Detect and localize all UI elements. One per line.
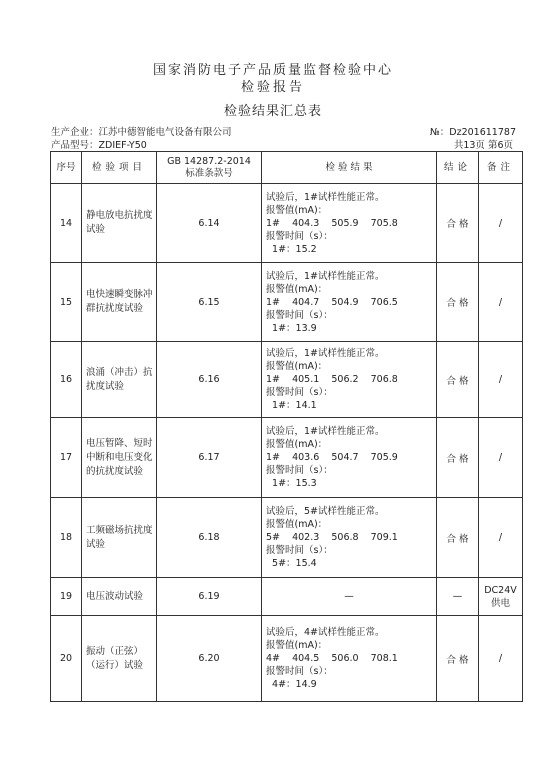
test-item: 振动（正弦）（运行）试验 xyxy=(82,616,157,702)
result-line: 报警时间（s）： xyxy=(266,465,333,476)
result-line: 报警值(mA)： xyxy=(266,204,328,216)
result-line: 报警时间（s）： xyxy=(266,230,333,242)
note-line: / xyxy=(498,452,503,463)
result-line: 试验后，1#试样性能正常。 xyxy=(266,270,385,282)
result-line: 1#：15.3 xyxy=(266,478,317,489)
test-item: 工频磁场抗扰度试验 xyxy=(82,498,157,578)
page-indicator: 共13页 第6页 xyxy=(453,140,513,151)
result-line: 4# 404.5 506.0 708.1 xyxy=(266,653,398,664)
report-number: №：Dz201611787 xyxy=(429,127,516,138)
result-line: 1# 405.1 506.2 706.8 xyxy=(266,374,398,385)
conclusion: 合 格 xyxy=(437,342,479,418)
header-clause-line2: 标准条款号 xyxy=(185,167,233,179)
result-line: 1# 404.7 504.9 706.5 xyxy=(266,296,398,308)
table-row xyxy=(51,184,523,263)
standard-clause: 6.20 xyxy=(157,616,262,702)
note-line: DC24V xyxy=(484,584,517,596)
test-result xyxy=(262,616,437,702)
result-line: 报警值(mA)： xyxy=(266,640,328,651)
test-result xyxy=(262,184,437,263)
row-number: 20 xyxy=(51,616,82,702)
table-row xyxy=(51,616,523,702)
result-line: 5# 402.3 506.8 709.1 xyxy=(266,532,398,543)
test-result xyxy=(262,578,437,616)
row-number: 18 xyxy=(51,498,82,578)
table-row xyxy=(51,578,523,616)
note xyxy=(479,342,523,418)
table-header-row xyxy=(51,152,523,184)
header-note: 备注 xyxy=(479,152,523,184)
test-item: 电压暂降、短时中断和电压变化的抗扰度试验 xyxy=(82,418,157,498)
test-result xyxy=(262,418,437,498)
result-line: 1#：14.1 xyxy=(266,400,317,411)
result-line: 5#：15.4 xyxy=(266,558,317,569)
test-item: 浪涌（冲击）抗扰度试验 xyxy=(82,342,157,418)
result-line: 1#：13.9 xyxy=(266,322,317,334)
note xyxy=(479,418,523,498)
note-line: / xyxy=(498,653,503,664)
result-line: — xyxy=(344,591,354,602)
header-clause xyxy=(157,152,262,184)
note-line: / xyxy=(498,532,503,543)
result-line: 试验后，4#试样性能正常。 xyxy=(266,627,385,638)
result-line: 报警值(mA)： xyxy=(266,439,328,450)
result-line: 1# 404.3 505.9 705.8 xyxy=(266,217,398,229)
note xyxy=(479,498,523,578)
result-line: 报警时间（s）： xyxy=(266,309,333,321)
note xyxy=(479,263,523,342)
row-number: 16 xyxy=(51,342,82,418)
table-row xyxy=(51,498,523,578)
result-line: 试验后，1#试样性能正常。 xyxy=(266,191,385,203)
note xyxy=(479,184,523,263)
row-number: 15 xyxy=(51,263,82,342)
header-result: 检 验 结 果 xyxy=(262,152,437,184)
table-row xyxy=(51,418,523,498)
table-row xyxy=(51,342,523,418)
institution-title: 国家消防电子产品质量监督检验中心 xyxy=(152,63,393,78)
result-line: 报警时间（s）： xyxy=(266,666,333,677)
header-item: 检验项目 xyxy=(82,152,157,184)
result-line: 报警时间（s）： xyxy=(266,545,333,556)
standard-clause: 6.14 xyxy=(157,184,262,263)
test-item: 电压波动试验 xyxy=(82,578,157,616)
standard-clause: 6.15 xyxy=(157,263,262,342)
test-item: 静电放电抗扰度试验 xyxy=(82,184,157,263)
conclusion: 合 格 xyxy=(437,616,479,702)
result-line: 试验后，1#试样性能正常。 xyxy=(266,348,385,359)
result-line: 报警时间（s）： xyxy=(266,387,333,398)
results-table xyxy=(50,151,523,702)
row-number: 14 xyxy=(51,184,82,263)
header-no: 序号 xyxy=(51,152,82,184)
test-result xyxy=(262,498,437,578)
conclusion: — xyxy=(437,578,479,616)
result-line: 报警值(mA)： xyxy=(266,361,328,372)
header-clause-line1: GB 14287.2-2014 xyxy=(167,155,251,167)
result-line: 报警值(mA)： xyxy=(266,519,328,530)
table-body xyxy=(51,184,523,702)
row-number: 17 xyxy=(51,418,82,498)
row-number: 19 xyxy=(51,578,82,616)
model-label: 产品型号：ZDIEF-Y50 xyxy=(51,140,147,151)
test-item: 电快速瞬变脉冲群抗扰度试验 xyxy=(82,263,157,342)
standard-clause: 6.16 xyxy=(157,342,262,418)
note xyxy=(479,616,523,702)
conclusion: 合 格 xyxy=(437,263,479,342)
conclusion: 合 格 xyxy=(437,184,479,263)
result-line: 1# 403.6 504.7 705.9 xyxy=(266,452,398,463)
standard-clause: 6.17 xyxy=(157,418,262,498)
standard-clause: 6.18 xyxy=(157,498,262,578)
result-line: 1#：15.2 xyxy=(266,243,317,255)
table-row xyxy=(51,263,523,342)
result-line: 试验后，5#试样性能正常。 xyxy=(266,506,385,517)
note-line: / xyxy=(498,296,503,308)
test-result xyxy=(262,263,437,342)
header-conclusion: 结论 xyxy=(437,152,479,184)
conclusion: 合 格 xyxy=(437,498,479,578)
conclusion: 合 格 xyxy=(437,418,479,498)
test-result xyxy=(262,342,437,418)
note xyxy=(479,578,523,616)
result-line: 4#：14.9 xyxy=(266,679,317,690)
summary-title: 检验结果汇总表 xyxy=(223,104,322,119)
note-line: 供电 xyxy=(490,597,510,609)
note-line: / xyxy=(498,217,503,229)
result-line: 报警值(mA)： xyxy=(266,283,328,295)
note-line: / xyxy=(498,374,503,385)
standard-clause: 6.19 xyxy=(157,578,262,616)
report-type-title: 检验报告 xyxy=(240,80,305,95)
company-label: 生产企业：江苏中德智能电气设备有限公司 xyxy=(51,127,232,138)
result-line: 试验后，1#试样性能正常。 xyxy=(266,426,385,437)
